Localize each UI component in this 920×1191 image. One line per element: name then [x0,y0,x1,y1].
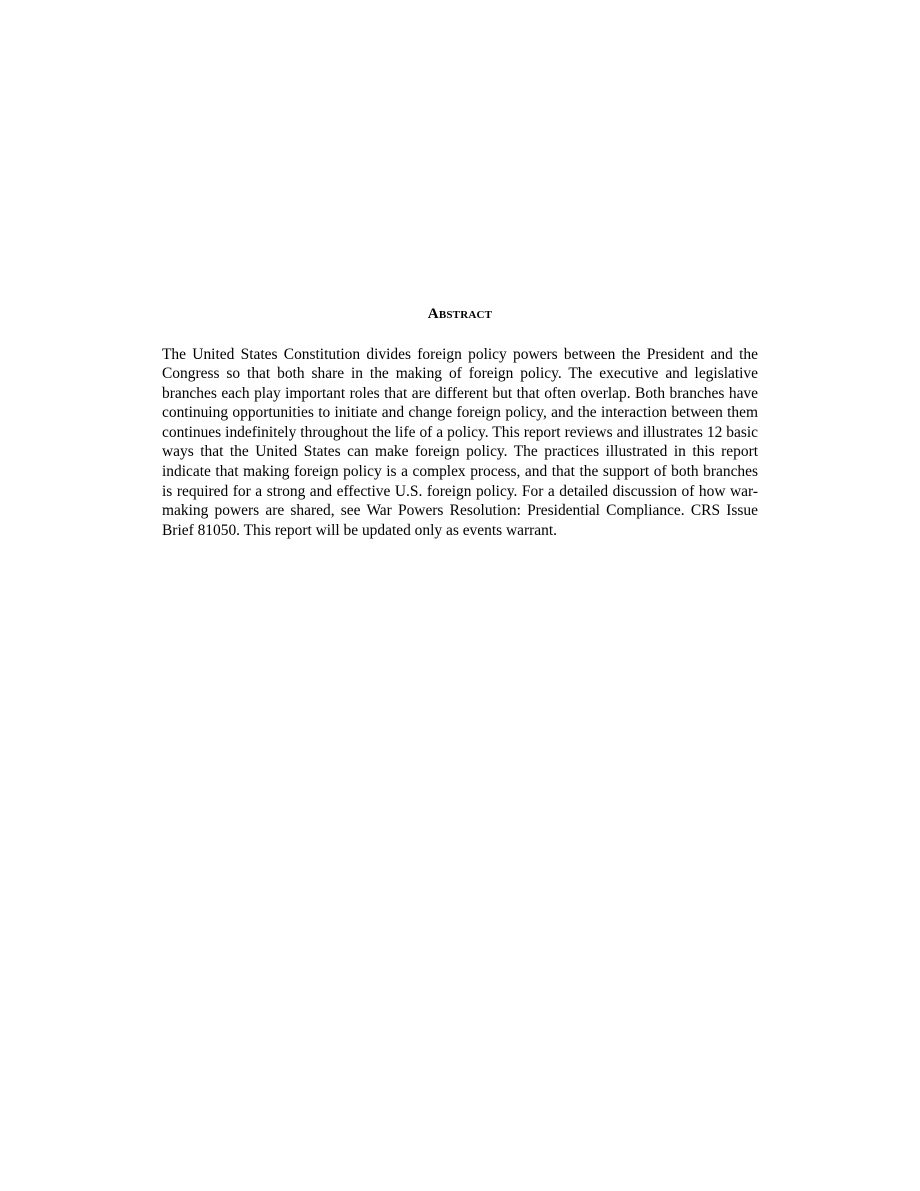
abstract-body-text: The United States Constitution divides foreign policy powers between the President and the Congress so that both share in the making of foreign policy. The executive and legislative branches each play important roles that are different but that often overlap. Both branches have continuing opportunities to initiate and change foreign policy, and the interaction between them continues indefinitely throughout the life of a policy. This report reviews and illustrates 12 basic ways that the United States can make foreign policy. The practices illustrated in this report indicate that making foreign policy is a complex process, and that the support of both branches is required for a strong and effective U.S. foreign policy. For a detailed discussion of how war-making powers are shared, see War Powers Resolution: Presidential Compliance. CRS Issue Brief 81050. This report will be updated only as events warrant. [162,345,758,539]
abstract-heading: Abstract [427,306,493,322]
